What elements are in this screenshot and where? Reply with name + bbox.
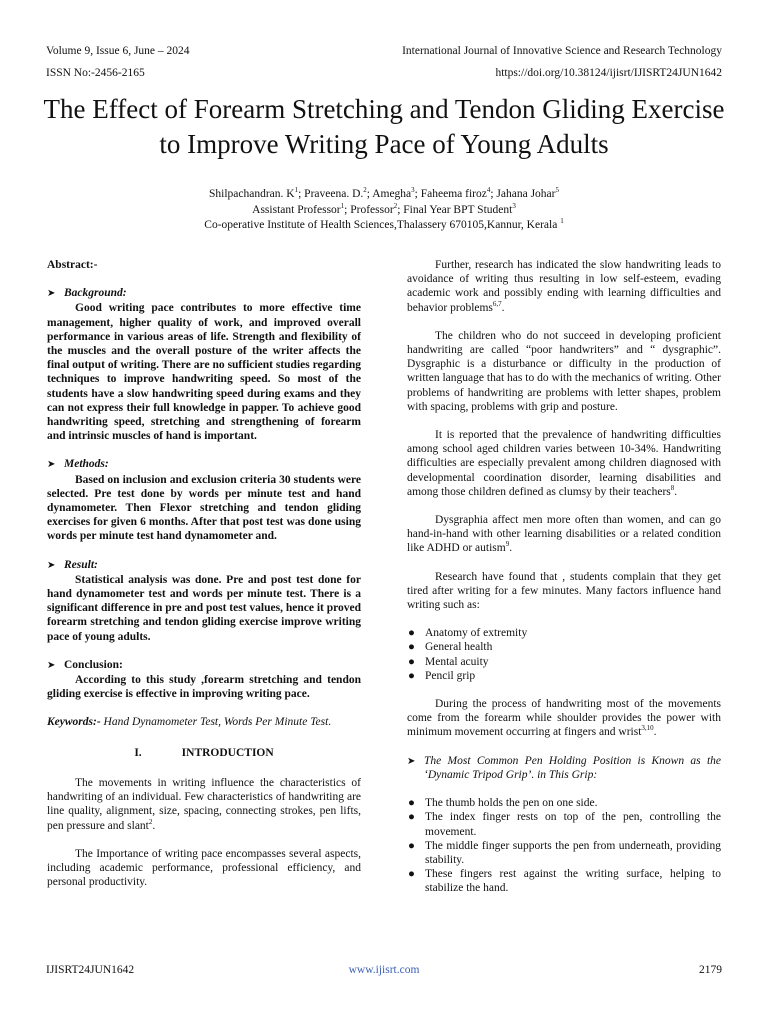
bullet-icon: ● [408,627,415,640]
author-block [46,187,722,234]
methods-text: Based on inclusion and exclusion criteria 30 students were selected. Pre test done by words per minute test and hand dynamometer. Then Flexor stretching and tendon gliding exercises for given 6 months. After that post test was done using words per minute test hand dynamometer and. [47,473,361,543]
list-item: ● Anatomy of extremity [408,627,528,640]
left-column [47,258,361,889]
page-footer [46,964,722,978]
grip-list [407,796,721,895]
list-item: ● The index finger rests on top of the pen, controlling the movement. [408,811,721,838]
result-text: Statistical analysis was done. Pre and post test done for hand dynamometer test and words per minute test. There is a significant difference in pre and post test values, hence it proved forearm stretching and tendon gliding exercise improve writing pace of young adults. [47,573,362,643]
arrow-bullet-icon: ➤ [47,288,56,300]
list-item: ● The thumb holds the pen on one side. [408,797,598,810]
author-name: Amegha [372,188,412,200]
bullet-icon: ● [408,839,415,852]
body-paragraph: It is reported that the prevalence of handwriting difficulties among school aged children varies between 10-34%. Handwriting difficulties are especially prevalent among children diagnosed with developmental coordination disorder, learning disabilities and among those children defined as clumsy by their teachers$^8$. [407,429,721,498]
intro-paragraph: The movements in writing influence the characteristics of handwriting of an individual. Few characteristics of handwriting are line quality, alignment, size, spacing, connecting strokes, pen lifts, pen pressure and slant$^2$. [47,776,361,832]
bullet-icon: ● [408,797,415,810]
author-role: Professor [350,203,394,216]
author-role: Final Year BPT Student [403,203,513,216]
bullet-icon: ● [408,641,415,654]
article-id: IJISRT24JUN1642 [46,964,135,976]
issn: ISSN No:-2456-2165 [46,67,145,79]
author-name: Praveena. D. [304,188,364,200]
result-subheading: ➤ Result: [47,558,361,573]
grip-subheading: ➤ The Most Common Pen Holding Position is Known as the ‘Dynamic Tripod Grip’. in This Grip: [407,754,721,781]
list-item: ● Mental acuity [408,655,489,668]
conclusion-text: According to this study ,forearm stretching and tendon gliding exercise is effective in improving writing pace. [47,674,361,701]
arrow-bullet-icon: ➤ [47,559,56,571]
author-affiliation: Co-operative Institute of Health Sciences,Thalassery 670105,Kannur, Kerala $^1$ [204,217,564,231]
author-names: Shilpachandran. $K^1$; Praveena. D.$^2$; Amegha$^3$; Faheema firoz$^4$; Jahana Johar$^5$ [209,186,559,200]
bullet-icon: ● [408,669,415,682]
author-name: Jahana Johar [496,188,556,200]
author-roles: Assistant Professor$^1$; Professor$^2$; Final Year BPT Student$^3$ [252,201,516,216]
arrow-bullet-icon: ➤ [47,459,56,471]
body-paragraph: The children who do not succeed in developing proficient handwriting are called “poor handwriters” and “ dysgraphic”. Dysgraphic is a disturbance or difficulty in the production of written language that has to do with the mechanics of writing. Other problems of handwriting are problems with letter shapes, problem with spacing, problems with grip and posture. [407,329,721,413]
bullet-icon: ● [408,655,415,668]
list-item: ● These fingers rest against the writing surface, helping to stabilize the hand. [408,868,721,895]
author-role: Assistant Professor [252,203,341,216]
arrow-bullet-icon: ➤ [407,755,416,767]
bullet-icon: ● [408,811,415,824]
arrow-bullet-icon: ➤ [47,659,56,671]
keywords: Keywords:- Hand Dynamometer Test, Words Per Minute Test. [47,716,332,729]
list-item: ● Pencil grip [408,669,476,682]
list-item: ● General health [408,641,493,654]
body-paragraph: Research have found that , students complain that they get tired after writing for a few minutes. Many factors influence hand writing such as: [407,570,721,612]
body-paragraph: Further, research has indicated the slow handwriting leads to avoidance of writing thus resulting in low self-esteem, evading academic work and possibly ending with learning difficulties and behavior problems$^{6,7}$. [407,259,721,314]
abstract-heading: Abstract:- [47,259,98,271]
body-paragraph: During the process of handwriting most of the movements come from the forearm while shoulder provides the power with minimum movement occurring at fingers and wrist$^{3,10}$. [407,698,721,739]
factors-list [407,626,721,683]
body-paragraph: Dysgraphia affect men more often than women, and can go hand-in-hand with other learning disabilities or a related condition like ADHD or autism$^9$. [407,514,721,555]
journal-website-link[interactable]: www.ijisrt.com [348,964,420,976]
author-name: Faheema firoz [420,188,487,200]
author-name: Shilpachandran. K [209,188,295,200]
section-heading-introduction: I. INTRODUCTION [134,746,274,759]
paper-title: The Effect of Forearm Stretching and Tendon Gliding Exercise to Improve Writing Pace of Young Adults [43,94,725,159]
page-number: 2179 [699,964,722,976]
conclusion-subheading: ➤ Conclusion: [47,658,361,673]
journal-name: International Journal of Innovative Science and Research Technology [402,45,722,57]
right-column [407,258,721,896]
intro-paragraph: The Importance of writing pace encompasses several aspects, including academic performance, professional efficiency, and personal productivity. [47,847,361,889]
doi-link[interactable]: https://doi.org/10.38124/ijisrt/IJISRT24JUN1642 [495,67,722,79]
volume-info: Volume 9, Issue 6, June – 2024 [46,45,190,57]
list-item: ● The middle finger supports the pen from underneath, providing stability. [408,839,721,866]
methods-subheading: ➤ Methods: [47,457,361,472]
background-subheading: ➤ Background: [47,286,361,301]
bullet-icon: ● [408,868,415,881]
background-text: Good writing pace contributes to more effective time management, higher quality of work, and improved overall performance in various areas of life. Strength and flexibility of the muscles and the overall posture of the writer affects the final output of writing. There are no sufficient studies regarding techniques to improve handwriting speed. So most of the students have a slow handwriting speed during exams and they can not express their full knowledge in papper. To achieve good handwriting speed, stretching and strengthening of forearm and intrinsic muscles of hand is important. [47,302,361,443]
